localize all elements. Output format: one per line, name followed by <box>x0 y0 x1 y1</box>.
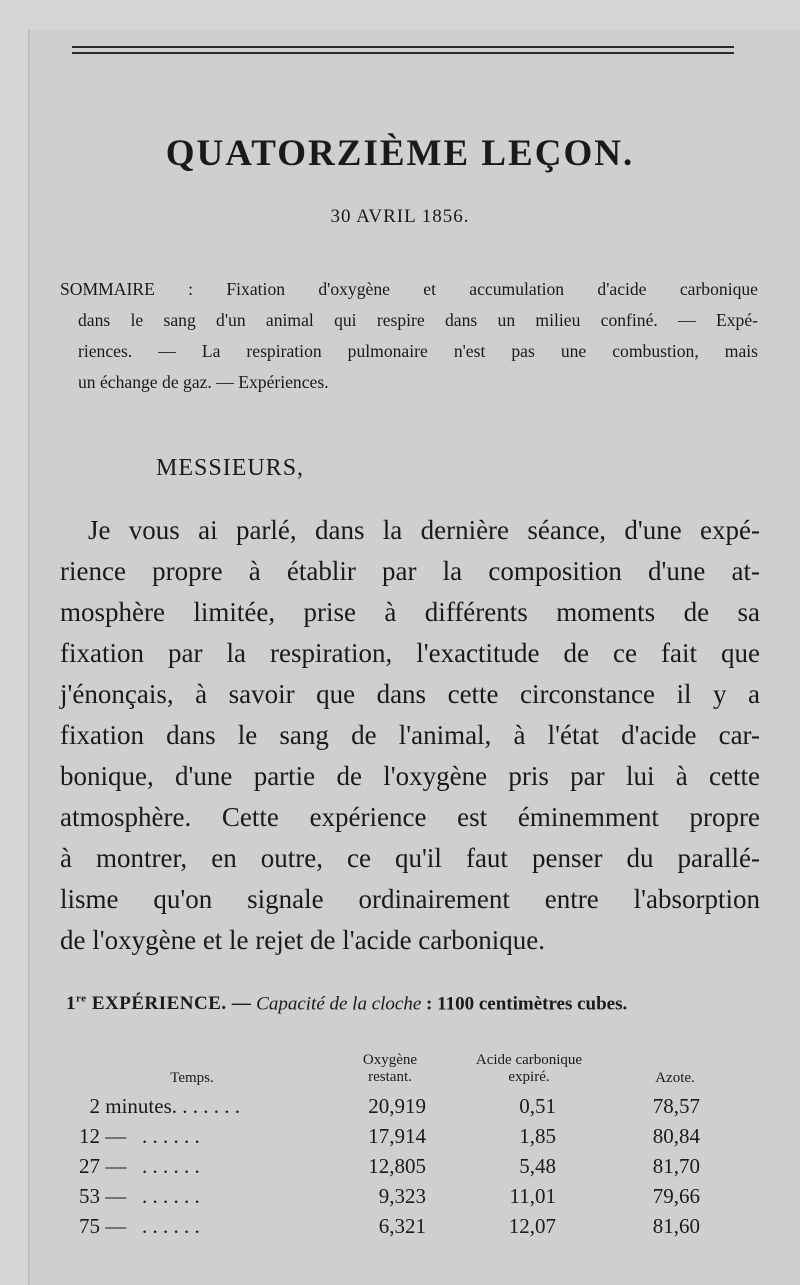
cell-nitrogen: 79,66 <box>652 1184 700 1208</box>
experiment-label-text: EXPÉRIENCE. — <box>91 993 252 1015</box>
time-value: 53 <box>79 1184 100 1208</box>
body-paragraph <box>60 510 760 961</box>
cell-co2: 12,07 <box>508 1214 556 1238</box>
body-line: bonique, d'une partie de l'oxygène pris par lui à cette <box>60 761 760 791</box>
cell-time <box>70 1154 310 1179</box>
cell-co2: 1,85 <box>519 1124 556 1148</box>
summary-line: SOMMAIRE : Fixation d'oxygène et accumulation d'acide carbonique <box>60 279 758 299</box>
cell-nitrogen: 81,60 <box>652 1214 700 1238</box>
time-value: 75 <box>79 1214 100 1238</box>
body-line: j'énonçais, à savoir que dans cette circonstance il y a <box>60 679 760 709</box>
cell-nitrogen: 78,57 <box>652 1094 700 1118</box>
column-header-oxygen: Oxygène restant. <box>362 1052 418 1085</box>
table-row <box>70 1124 750 1154</box>
column-header-co2: Acide carbonique expiré. <box>475 1052 583 1085</box>
column-header-time: Temps. <box>170 1070 214 1086</box>
cell-nitrogen: 81,70 <box>652 1154 700 1178</box>
summary-line: dans le sang d'un animal qui respire dans un milieu confiné. — Expé- <box>78 310 758 330</box>
column-header-nitrogen: Azote. <box>655 1070 695 1086</box>
experiment-number: 1 <box>66 993 76 1015</box>
cell-oxygen: 6,321 <box>378 1214 426 1238</box>
body-line: de l'oxygène et le rejet de l'acide carbonique. <box>60 925 545 955</box>
body-line: à montrer, en outre, ce qu'il faut penser du parallé- <box>60 843 760 873</box>
cell-oxygen: 9,323 <box>378 1184 426 1208</box>
cell-oxygen: 17,914 <box>368 1124 426 1148</box>
summary-block <box>60 274 758 398</box>
cell-time <box>70 1214 310 1239</box>
table-row <box>70 1184 750 1214</box>
cell-oxygen: 12,805 <box>368 1154 426 1178</box>
experiment-label <box>66 993 251 1014</box>
time-value: 12 <box>79 1124 100 1148</box>
body-line: lisme qu'on signale ordinairement entre l'absorption <box>60 884 760 914</box>
cell-time <box>70 1124 310 1149</box>
time-unit: — . . . . . . <box>105 1184 200 1208</box>
body-line: Je vous ai parlé, dans la dernière séance, d'une expé- <box>88 515 760 545</box>
body-line: rience propre à établir par la composition d'une at- <box>60 556 760 586</box>
experiment-number-suffix: re <box>76 993 87 1005</box>
summary-line: riences. — La respiration pulmonaire n'est pas une combustion, mais <box>78 341 758 361</box>
time-unit: — . . . . . . <box>105 1154 200 1178</box>
table-row <box>70 1154 750 1184</box>
body-line: fixation par la respiration, l'exactitude de ce fait que <box>60 638 760 668</box>
time-value: 27 <box>79 1154 100 1178</box>
cell-time <box>70 1184 310 1209</box>
lecture-date: 30 AVRIL 1856. <box>330 206 470 227</box>
body-line: fixation dans le sang de l'animal, à l'état d'acide car- <box>60 720 760 750</box>
experiment-heading <box>66 993 756 1015</box>
body-line: mosphère limitée, prise à différents moments de sa <box>60 597 760 627</box>
cell-oxygen: 20,919 <box>368 1094 426 1118</box>
summary-line: un échange de gaz. — Expériences. <box>78 372 329 392</box>
header-double-rule <box>72 46 734 54</box>
cell-co2: 11,01 <box>509 1184 556 1208</box>
table-row <box>70 1214 750 1244</box>
salutation: MESSIEURS, <box>156 455 305 481</box>
time-unit: — . . . . . . <box>105 1214 200 1238</box>
experiment-value: : 1100 centimètres cubes. <box>426 993 628 1015</box>
table-row <box>70 1094 750 1124</box>
cell-co2: 5,48 <box>519 1154 556 1178</box>
time-unit: minutes. . . . . . . <box>105 1094 240 1118</box>
chapter-title: QUATORZIÈME LEÇON. <box>165 133 635 174</box>
cell-nitrogen: 80,84 <box>652 1124 700 1148</box>
cell-time <box>70 1094 310 1119</box>
body-line: atmosphère. Cette expérience est éminemment propre <box>60 802 760 832</box>
experiment-caption: Capacité de la cloche <box>256 993 422 1015</box>
time-unit: — . . . . . . <box>105 1124 200 1148</box>
cell-co2: 0,51 <box>519 1094 556 1118</box>
time-value: 2 <box>89 1094 100 1118</box>
